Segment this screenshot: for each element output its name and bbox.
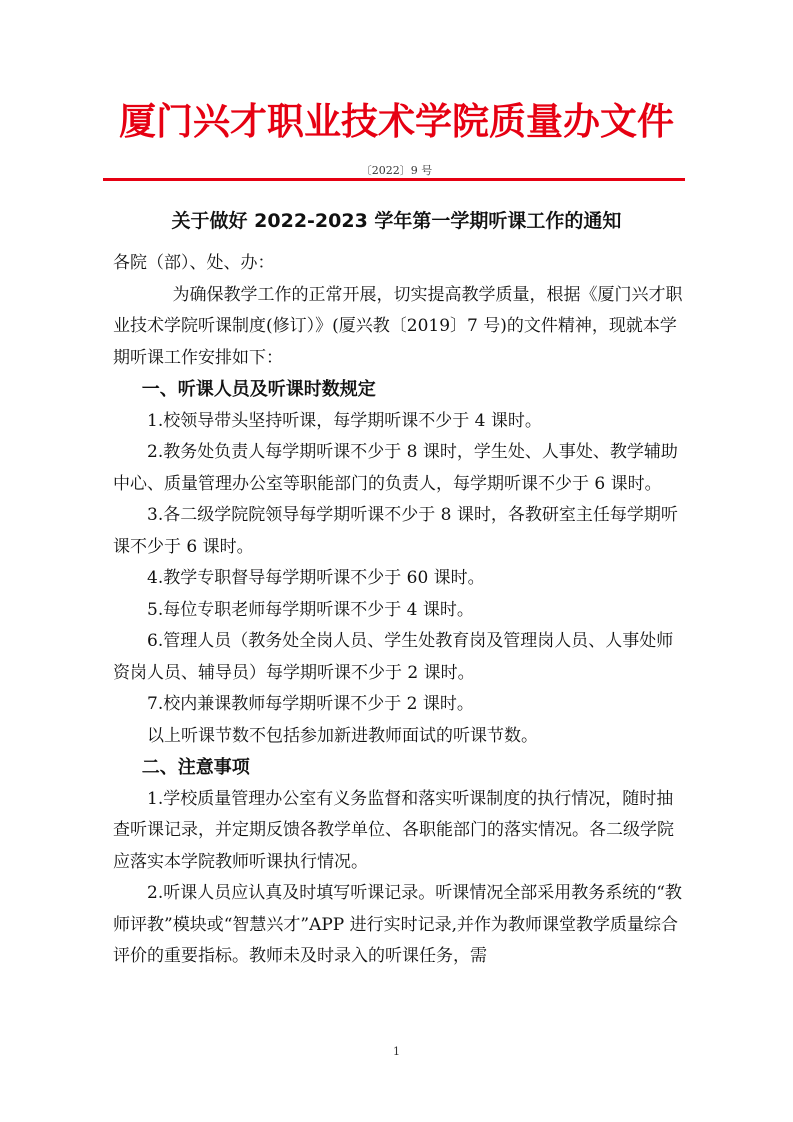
notice-body (113, 248, 685, 973)
section2-heading: 二、注意事项 (141, 757, 250, 778)
section1-heading: 一、听课人员及听课时数规定 (141, 379, 376, 400)
section1-item: 2.教务处负责人每学期听课不少于 8 课时，学生处、人事处、教学辅助中心、质量管理办公室等职能部门的负责人，每学期听课不少于 6 课时。 (113, 442, 678, 494)
section1-item: 3.各二级学院院领导每学期听课不少于 8 课时，各教研室主任每学期听课不少于 6 课时。 (113, 505, 678, 557)
document-number: 〔2022〕9 号 (360, 164, 433, 177)
section2-item: 1.学校质量管理办公室有义务监督和落实听课制度的执行情况，随时抽查听课记录，并定期反馈各教学单位、各职能部门的落实情况。各二级学院应落实本学院教师听课执行情况。 (113, 788, 674, 872)
page-number: 1 (393, 1045, 400, 1058)
section1-item: 1.校领导带头坚持听课，每学期听课不少于 4 课时。 (147, 410, 542, 431)
section1-note: 以上听课节数不包括参加新进教师面试的听课节数。 (147, 725, 538, 746)
section1-item: 5.每位专职老师每学期听课不少于 4 课时。 (147, 599, 474, 620)
intro-paragraph: 为确保教学工作的正常开展，切实提高教学质量，根据《厦门兴才职业技术学院听课制度(修订）》(厦兴教〔2019〕7 号)的文件精神，现就本学期听课工作安排如下： (113, 284, 683, 368)
red-divider-line (103, 178, 685, 181)
section1-item: 6.管理人员（教务处全岗人员、学生处教育岗及管理岗人员、人事处师资岗人员、辅导员）每学期听课不少于 2 课时。 (113, 631, 674, 683)
section2-item: 2.听课人员应认真及时填写听课记录。听课情况全部采用教务系统的“教师评教”模块或“智慧兴才”APP 进行实时记录,并作为教师课堂教学质量综合评价的重要指标。教师未及时录入的听课任务，需 (113, 883, 682, 966)
masthead-title: 厦门兴才职业技术学院质量办文件 (119, 100, 674, 143)
section1-item: 7.校内兼课教师每学期听课不少于 2 课时。 (147, 694, 474, 714)
salutation: 各院（部）、处、办： (113, 253, 275, 273)
section1-item: 4.教学专职督导每学期听课不少于 60 课时。 (147, 568, 485, 588)
notice-title: 关于做好 2022-2023 学年第一学期听课工作的通知 (171, 210, 622, 232)
